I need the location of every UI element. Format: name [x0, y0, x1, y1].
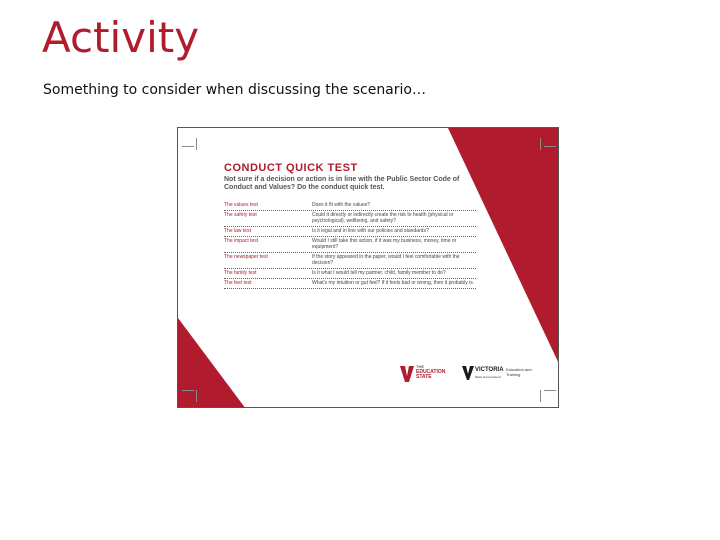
slide-title: Activity — [42, 13, 200, 62]
test-name: The law test — [224, 228, 251, 234]
test-question: Does it fit with the values? — [312, 202, 371, 208]
test-name: The safety test — [224, 212, 257, 218]
crop-mark — [182, 146, 194, 147]
crop-mark — [182, 390, 194, 391]
education-state-v-logo — [400, 366, 414, 382]
test-row — [224, 237, 476, 253]
test-question: Is it legal and in line with our policies and standards? — [312, 228, 429, 234]
department-text: Education and Training — [506, 367, 532, 377]
crop-mark — [544, 390, 556, 391]
test-name: The values test — [224, 202, 258, 208]
test-name: The family test — [224, 270, 257, 276]
crop-mark — [540, 138, 541, 150]
test-name: The impact test — [224, 238, 259, 244]
crop-mark — [544, 146, 556, 147]
card-title: CONDUCT QUICK TEST — [224, 162, 358, 174]
test-question: What's my intuition or gut feel? If it feels bad or wrong, then it probably is. — [312, 280, 475, 286]
test-name: The newspaper test — [224, 254, 268, 260]
test-row — [224, 227, 476, 237]
test-question: Could it directly or indirectly create the risk to health (physical or psychological), wellbeing, and safety? — [312, 212, 454, 224]
test-question: Is it what I would tell my partner, child, family member to do? — [312, 270, 446, 276]
crop-mark — [540, 390, 541, 402]
test-row — [224, 269, 476, 279]
test-row — [224, 279, 476, 289]
victoria-logo-text: VICTORIA — [475, 367, 504, 373]
card-intro: Not sure if a decision or action is in line with the Public Sector Code of Conduct and Values? Do the conduct quick test. — [224, 176, 460, 191]
test-question: If the story appeared in the paper, would I feel comfortable with the decision? — [312, 254, 460, 266]
test-row — [224, 211, 476, 227]
conduct-quick-test-card — [177, 127, 559, 408]
test-row — [224, 201, 476, 211]
crop-mark — [196, 138, 197, 150]
crop-mark — [196, 390, 197, 402]
education-state-logo-text: EDUCATION STATE — [416, 369, 446, 380]
test-question: Would I still take this action, if it was my business, money, time or equipment? — [312, 238, 457, 250]
education-state-small-label: THE — [416, 364, 424, 369]
slide-subtitle: Something to consider when discussing the scenario… — [43, 82, 426, 98]
test-list — [224, 201, 476, 289]
bottom-left-triangle — [178, 318, 246, 408]
test-name: The feel test — [224, 280, 252, 286]
victoria-sub-text: State Government — [475, 375, 501, 379]
test-row — [224, 253, 476, 269]
footer-logos — [400, 364, 550, 384]
victoria-v-logo — [462, 366, 474, 380]
